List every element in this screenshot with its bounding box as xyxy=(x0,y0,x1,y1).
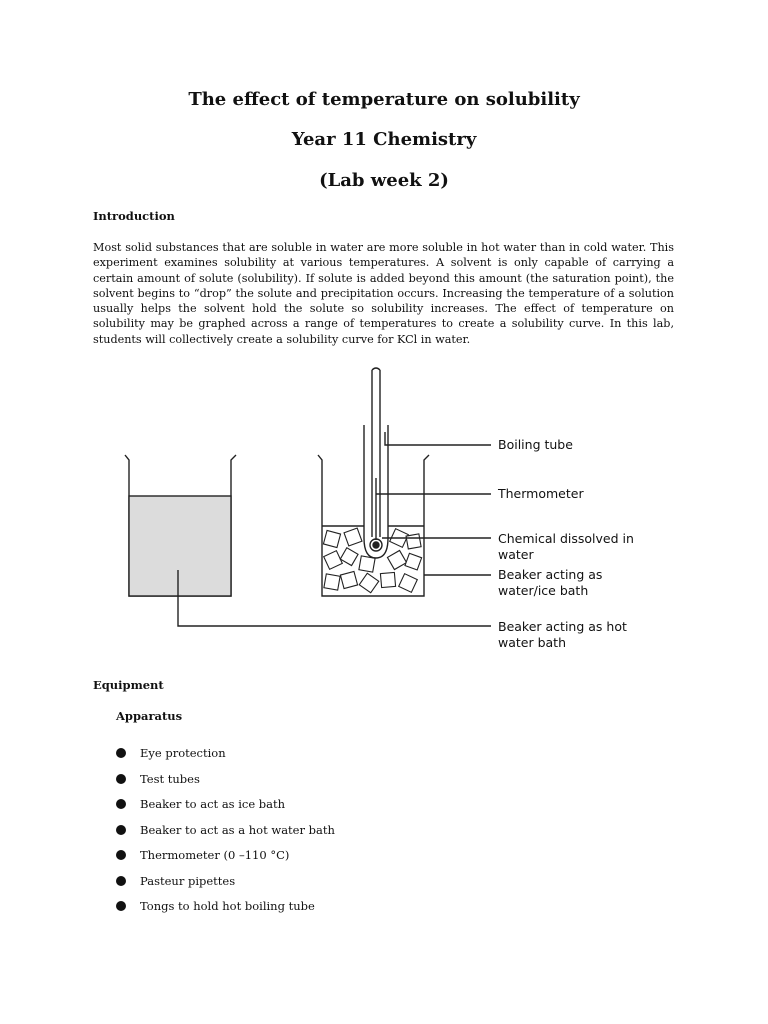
introduction-text: Most solid substances that are soluble in water are more soluble in hot water than in cold water. This experiment examines solubility at various temperatures. A solvent is only capable of carrying a certain amount of solute (solubility). If solute is added beyond this amount (the saturation point), the solvent begins to “drop” the solute and precipitation occurs. Increasing the temperature of a solution usually helps the solvent hold the solute so solubility increases. The effect of temperature on solubility may be graphed across a range of temperatures to create a solubility curve. In this lab, students will collectively create a solubility curve for KCl in water. xyxy=(93,241,674,346)
apparatus-heading: Apparatus xyxy=(116,709,183,723)
equipment-heading: Equipment xyxy=(93,678,164,692)
label-thermometer: Thermometer xyxy=(498,486,584,501)
bullet-icon xyxy=(116,850,126,860)
list-item: Test tubes xyxy=(116,772,335,798)
label-hot-bath-1: Beaker acting as hot xyxy=(498,619,627,634)
introduction-heading: Introduction xyxy=(93,209,175,223)
document-subtitle: Year 11 Chemistry xyxy=(291,129,477,150)
label-boiling-tube: Boiling tube xyxy=(498,437,573,452)
list-item: Eye protection xyxy=(116,746,335,772)
bullet-icon xyxy=(116,774,126,784)
label-ice-bath-1: Beaker acting as xyxy=(498,567,603,582)
list-item: Tongs to hold hot boiling tube xyxy=(116,899,335,925)
list-item: Thermometer (0 –110 °C) xyxy=(116,848,335,874)
apparatus-list xyxy=(116,746,335,925)
hot-water xyxy=(129,496,231,596)
bullet-icon xyxy=(116,825,126,835)
lab-week: (Lab week 2) xyxy=(319,170,449,191)
list-item: Beaker to act as a hot water bath xyxy=(116,823,335,849)
list-item: Beaker to act as ice bath xyxy=(116,797,335,823)
document-title: The effect of temperature on solubility xyxy=(188,89,580,110)
label-ice-bath-2: water/ice bath xyxy=(498,583,589,598)
bullet-icon xyxy=(116,901,126,911)
label-chemical-2: water xyxy=(498,547,534,562)
label-hot-bath-2: water bath xyxy=(498,635,567,650)
bullet-icon xyxy=(116,876,126,886)
bullet-icon xyxy=(116,748,126,758)
list-item: Pasteur pipettes xyxy=(116,874,335,900)
bullet-icon xyxy=(116,799,126,809)
label-chemical-1: Chemical dissolved in xyxy=(498,531,634,546)
lab-apparatus-diagram xyxy=(96,360,636,660)
